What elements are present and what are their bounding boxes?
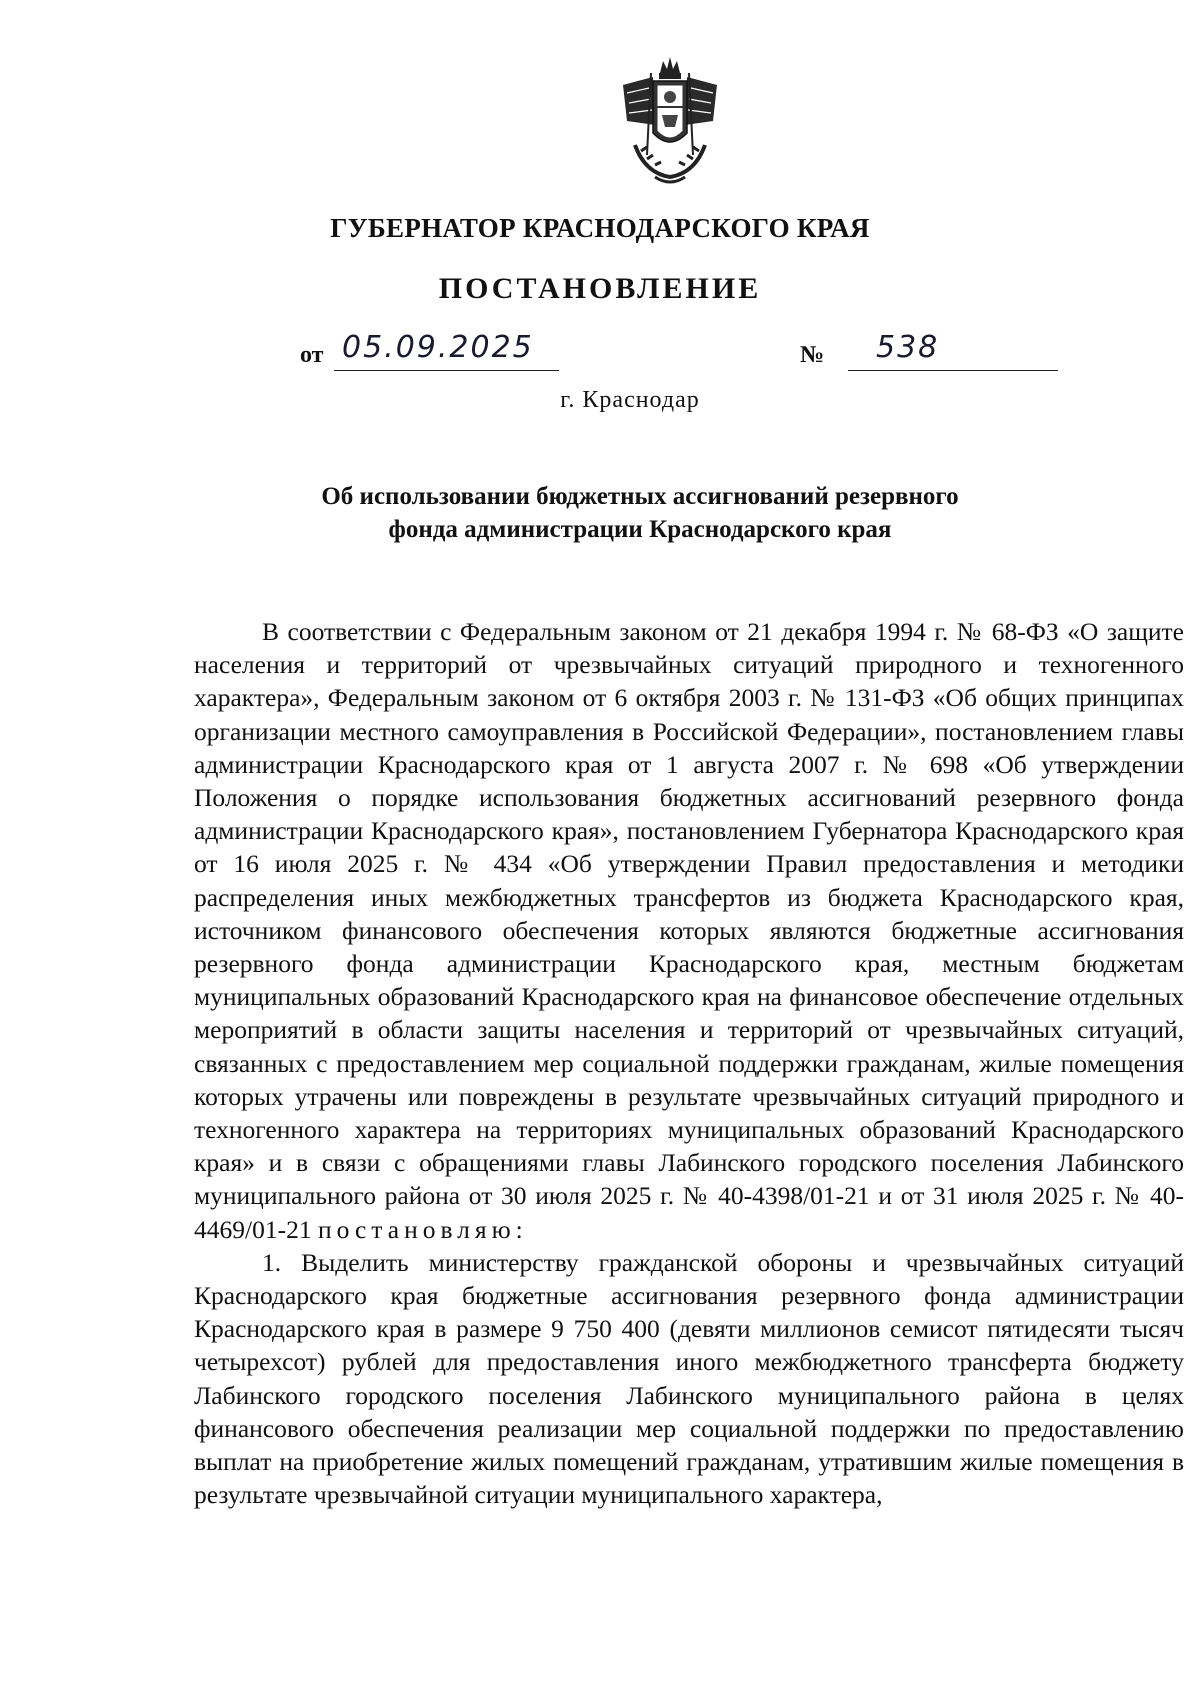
title-line-2: фонда администрации Краснодарского края	[388, 516, 892, 543]
title-line-1: Об использовании бюджетных ассигнований резервного	[321, 483, 959, 510]
document-title	[240, 480, 1040, 546]
paragraph-1: 1. Выделить министерству гражданской обороны и чрезвычайных ситуаций Краснодарского края бюджетные ассигнования резервного фонда администрации Краснодарского края в размере 9 750 400 (девяти миллионов семисот пятидесяти тысяч четырехсот) рублей для предоставления иного межбюджетного трансферта бюджету Лабинского городского поселения Лабинского муниципального района в целях финансового обеспечения реализации мер социальной поддержки по предоставлению выплат на приобретение жилых помещений гражданам, утратившим жилые помещения в результате чрезвычайной ситуации муниципального характера,	[194, 1247, 1184, 1510]
preamble-lead: В соответствии с Федеральным законом от 21 декабря 1994 г. № 68-ФЗ «О защите населения и территорий от чрезвычайных ситуаций природного и техногенного характера», Федеральным законом от 6 октября 2003 г. № 131-ФЗ «Об общих принципах организации местного самоуправления в Российской Федерации», постановлением главы администрации Краснодарского края от 1 августа 2007 г. № 698 «Об утверждении Положения о порядке использования бюджетных ассигнований резервного фонда администрации Краснодарского края», постановлением Губернатора Краснодарского края от 16 июля 2025 г. № 434 «Об утверждении Правил предоставления и методики распределения иных межбюджетных трансфертов из бюджета Краснодарского края, источником финансового обеспечения которых являются бюджетные ассигнования резервного фонда администрации Краснодарского края, местным бюджетам муниципальных образований Краснодарского края на финансовое обеспечение отдельных мероприятий в области защиты населения и территорий от чрезвычайных ситуаций, связанных с предоставлением мер социальной поддержки гражданам, жилые помещения которых утрачены или повреждены в результате чрезвычайных ситуаций природного и техногенного характера на территориях муниципальных образований Краснодарского края» и в связи с обращениями главы Лабинского городского поселения Лабинского муниципального района от 30 июля 2025 г. № 40-4398/01-21 и от 31 июля 2025 г. № 40-4469/01-21	[194, 617, 1184, 1244]
date-label: от	[300, 342, 324, 368]
date-number-row	[300, 330, 1060, 376]
document-body	[194, 615, 1184, 1511]
issuing-authority: ГУБЕРНАТОР КРАСНОДАРСКОГО КРАЯ	[330, 213, 870, 243]
number-label: №	[800, 342, 825, 368]
resolve-word: постановляю:	[317, 1214, 528, 1244]
handwritten-number: 538	[876, 330, 940, 365]
preamble-paragraph	[194, 615, 1184, 1246]
handwritten-date: 05.09.2025	[342, 330, 534, 365]
date-field	[334, 330, 559, 371]
coat-of-arms-emblem	[615, 55, 725, 190]
city: г. Краснодар	[560, 387, 700, 413]
document-type: ПОСТАНОВЛЕНИЕ	[438, 272, 762, 305]
number-field	[848, 330, 1058, 371]
